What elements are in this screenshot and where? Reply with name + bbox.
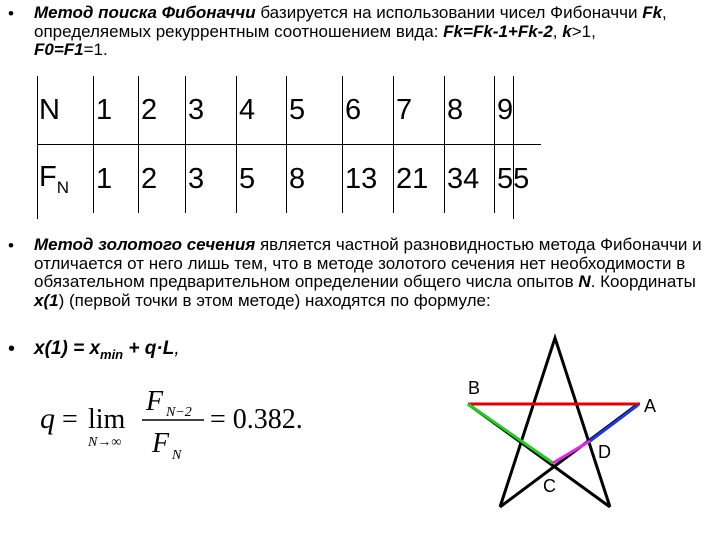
- bullet-1: •: [8, 4, 14, 23]
- eq-lim-sub: N→∞: [88, 435, 122, 450]
- table-cell: 1: [94, 145, 139, 214]
- table-row-n: [37, 76, 541, 145]
- table-cell: 9: [495, 76, 542, 145]
- segment-da: [590, 405, 638, 441]
- row-label-n: N: [37, 76, 94, 145]
- segment-cd: [553, 441, 590, 463]
- eq-num-sub: N−2: [166, 405, 192, 420]
- label-b: B: [468, 378, 481, 398]
- pentagram-diagram: [440, 330, 710, 530]
- table-cell: 3: [186, 76, 237, 145]
- table-cell: 6: [343, 76, 394, 145]
- recurrence-formula: Fk=Fk-1+Fk-2: [443, 21, 553, 41]
- table-cell: 8: [445, 76, 495, 145]
- limit-equation: [30, 380, 330, 470]
- table-cell: 8: [287, 145, 343, 214]
- segment-bc: [468, 404, 553, 463]
- table-cell: 4: [237, 76, 287, 145]
- table-cell: 21: [394, 145, 445, 214]
- golden-section-paragraph: Метод золотого сечения является частной разновидностью метода Фибоначчи и отличается от него лишь тем, что в методе золотого сечения нет необходимости в обязательном предварительном определении общего числа опытов N. Координаты x(1) (первой точки в этом методе) находятся по формуле:: [34, 235, 702, 310]
- eq-den-sub: N: [172, 448, 182, 463]
- table-cell: 7: [394, 76, 445, 145]
- table-cell: 55: [495, 145, 542, 214]
- eq-result: = 0.382.: [210, 404, 303, 435]
- label-c: C: [543, 476, 556, 496]
- table-cell: 13: [343, 145, 394, 214]
- table-cell: 1: [94, 76, 139, 145]
- fibonacci-method-title: Метод поиска Фибоначчи: [34, 3, 256, 22]
- fibonacci-table: [37, 76, 541, 213]
- table-cell: 3: [186, 145, 237, 214]
- table-cell: 34: [445, 145, 495, 214]
- eq-equals: =: [62, 404, 78, 435]
- golden-section-formula: $x(1) = x_{min} + q\cdot L$,: [34, 338, 180, 362]
- bullet-2: •: [8, 236, 14, 255]
- golden-section-title: Метод золотого сечения: [34, 235, 256, 254]
- fibonacci-method-paragraph: Метод поиска Фибоначчи базируется на использовании чисел Фибоначчи Fk, определяемых рекуррентным соотношением вида: Fk=Fk-1+Fk-2, k>1, F0=F1=1.: [34, 3, 667, 59]
- label-a: A: [644, 396, 657, 416]
- row-label-fn: $F_N$: [37, 145, 94, 214]
- table-row-f: [37, 145, 541, 214]
- table-cell: 2: [139, 76, 186, 145]
- label-d: D: [598, 442, 611, 462]
- eq-q: q: [40, 402, 55, 435]
- bullet-3: •: [8, 338, 16, 360]
- eq-den-f: F: [152, 428, 170, 459]
- table-cell: 2: [139, 145, 186, 214]
- eq-lim: lim: [88, 404, 126, 435]
- eq-num-f: F: [146, 386, 164, 417]
- table-cell: 5: [287, 76, 343, 145]
- table-cell: 5: [237, 145, 287, 214]
